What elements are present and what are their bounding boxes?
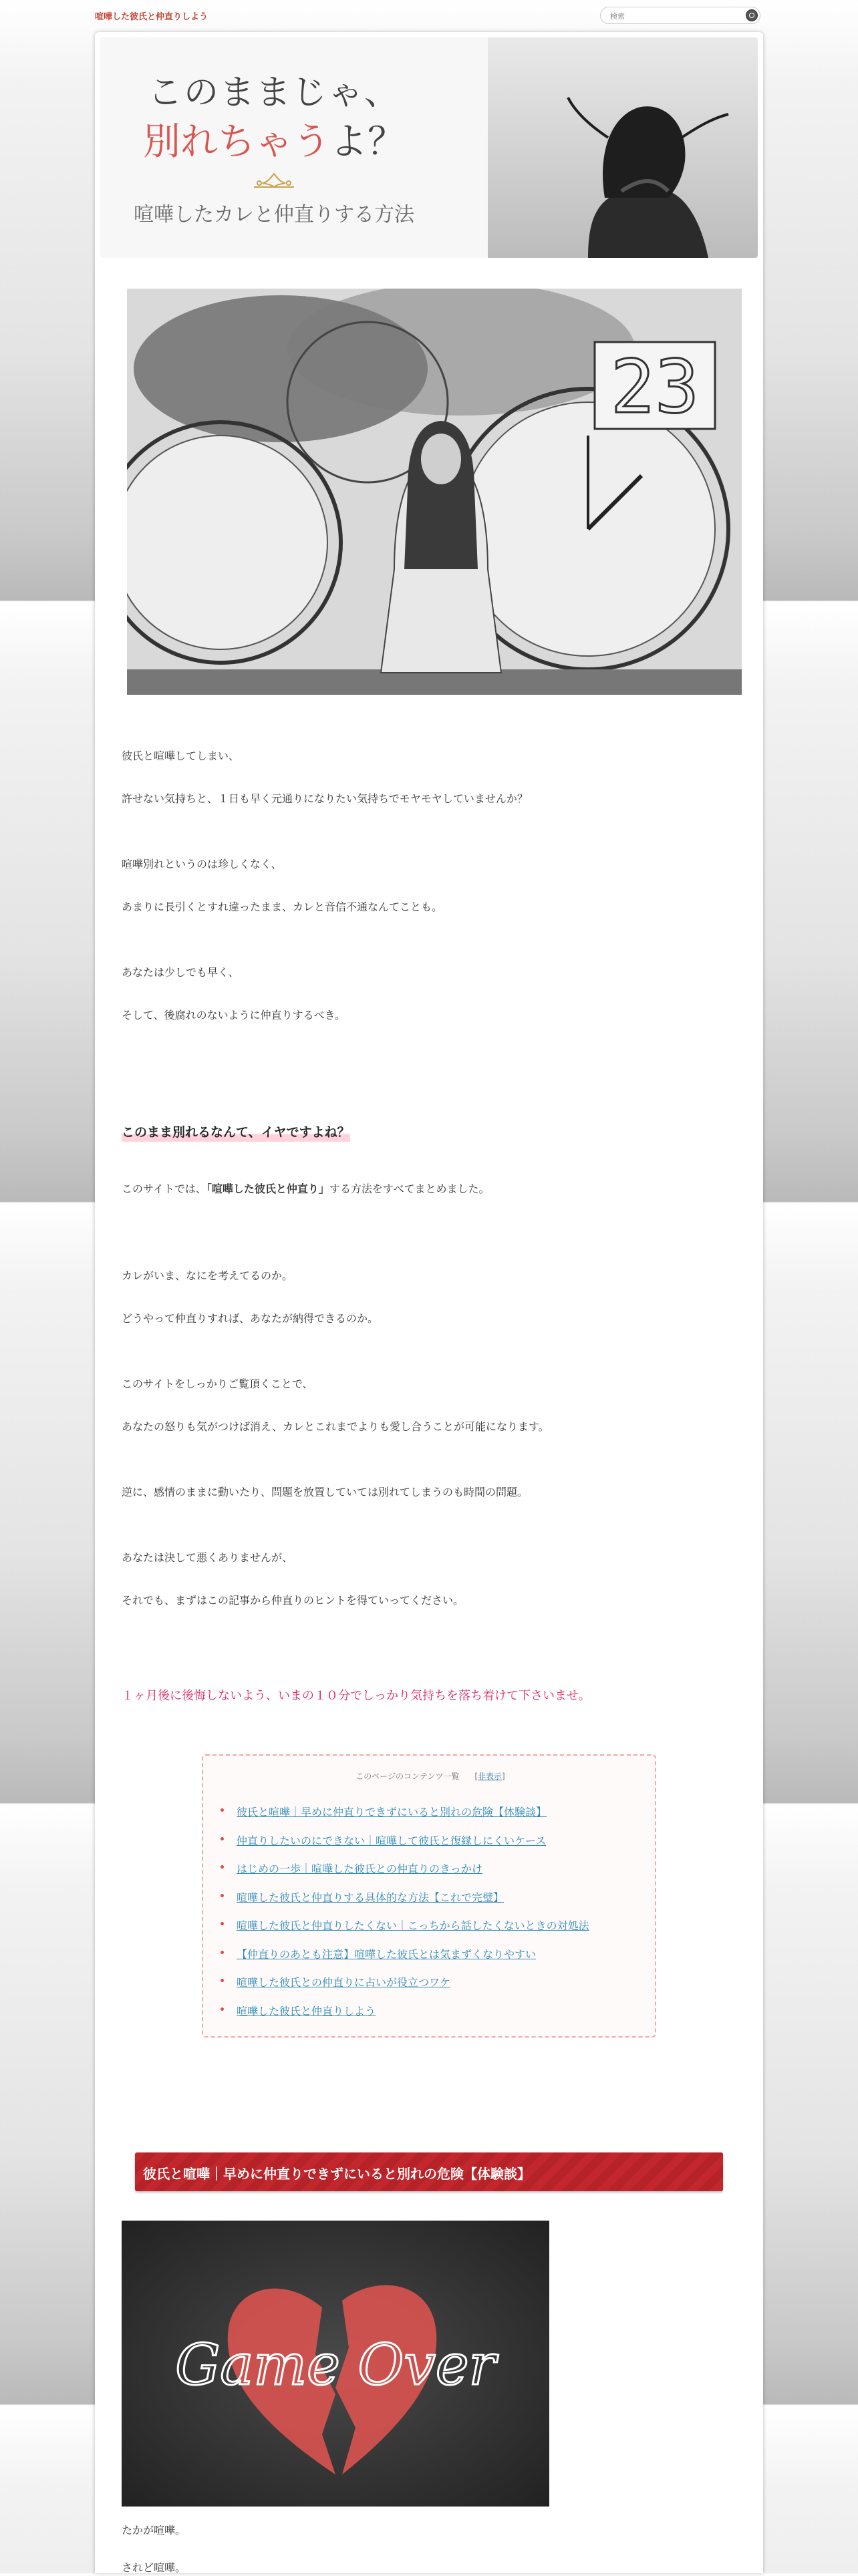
intro-text-5: あなたは少しでも早く、 [122, 966, 239, 979]
table-of-contents [202, 1754, 656, 2038]
toc-title-row [203, 1770, 658, 1782]
toc-title: このページのコンテンツ一覧 [355, 1772, 460, 1781]
search-input[interactable] [609, 10, 738, 22]
intro-text-6: そして、後腐れのないように仲直りするべき。 [122, 1009, 346, 1021]
toc-toggle-button[interactable]: 非表示 [478, 1772, 503, 1781]
intro-text-14: それでも、まずはこの記事から仲直りのヒントを得ていってください。 [122, 1594, 464, 1607]
toc-item [221, 1804, 589, 1832]
intro-text-7-post: する方法をすべてまとめました。 [329, 1182, 490, 1195]
toc-link-7[interactable]: 喧嘩した彼氏との仲直りに占いが役立つワケ [237, 1976, 451, 1989]
banner-title-red: 別れちゃう [143, 120, 330, 164]
banner-title-rest: よ？ [330, 120, 405, 164]
banner-woman-photo [488, 37, 758, 258]
question-heading: このまま別れるなんて、イヤですよね？ [122, 1122, 350, 1142]
banner-title-line1: このままじゃ、 [147, 73, 400, 113]
intro-text-1: 彼氏と喧嘩してしまい、 [122, 750, 240, 762]
toc-item [221, 1832, 589, 1861]
banner-title-line2 [140, 112, 408, 166]
callout-pink-text: １ヶ月後に後悔しないよう、いまの１０分でしっかり気持ちを落ち着けて下さいませ。 [122, 1689, 591, 1703]
toc-item [221, 1917, 589, 1946]
game-over-text: Game Over [175, 2332, 496, 2398]
toc-link-2[interactable]: 仲直りしたいのにできない｜喧嘩して彼氏と復縁しにくいケース [237, 1834, 547, 1847]
header-banner[interactable] [100, 37, 758, 258]
clock-digits: 23 [610, 344, 700, 430]
ornament-icon [253, 171, 295, 191]
body-text-2: されど喧嘩。 [122, 2561, 186, 2574]
intro-text-13: あなたは決して悪くありませんが、 [122, 1551, 293, 1564]
intro-text-8: カレがいま、なにを考えてるのか。 [122, 1269, 293, 1282]
toc-item [221, 1974, 589, 2003]
toc-item [221, 1889, 589, 1918]
search-icon[interactable] [746, 9, 758, 21]
intro-text-2: 許せない気持ちと、１日も早く元通りになりたい気持ちでモヤモヤしていませんか？ [122, 792, 528, 805]
toc-link-4[interactable]: 喧嘩した彼氏と仲直りする具体的な方法【これで完璧】 [237, 1891, 505, 1904]
toc-toggle-close: ] [502, 1772, 505, 1781]
intro-text-3: 喧嘩別れというのは珍しくなく、 [122, 858, 282, 870]
toc-link-3[interactable]: はじめの一歩｜喧嘩した彼氏との仲直りのきっかけ [237, 1863, 483, 1875]
toc-item [221, 1861, 589, 1889]
game-over-heart-image [122, 2221, 549, 2507]
toc-item [221, 2003, 589, 2032]
top-bar [0, 0, 858, 32]
site-title-link[interactable]: 喧嘩した彼氏と仲直りしよう [95, 12, 208, 22]
hero-clock-girl-image [127, 289, 742, 695]
intro-text-7-pre: このサイトでは、 [122, 1182, 206, 1195]
search-form [600, 7, 760, 24]
intro-text-7 [122, 1181, 736, 1197]
toc-link-8[interactable]: 喧嘩した彼氏と仲直りしよう [237, 2004, 376, 2018]
toc-toggle-open: [ [474, 1772, 478, 1781]
section-heading-text: 彼氏と喧嘩｜早めに仲直りできずにいると別れの危険【体験談】 [143, 2166, 531, 2182]
section-heading [135, 2152, 723, 2191]
toc-link-1[interactable]: 彼氏と喧嘩｜早めに仲直りできずにいると別れの危険【体験談】 [237, 1806, 547, 1818]
intro-text-11: あなたの怒りも気がつけば消え、カレとこれまでよりも愛し合うことが可能になります。 [122, 1420, 549, 1433]
intro-text-12: 逆に、感情のままに動いたり、問題を放置していては別れてしまうのも時間の問題。 [122, 1486, 529, 1498]
banner-subtitle: 喧嘩したカレと仲直りする方法 [134, 203, 414, 226]
intro-text-4: あまりに長引くとすれ違ったまま、カレと音信不通なんてことも。 [122, 901, 443, 913]
main-container [95, 32, 763, 2573]
intro-text-7-bold: 「喧嘩した彼氏と仲直り」 [206, 1182, 329, 1195]
toc-list [221, 1804, 589, 2031]
intro-text-9: どうやって仲直りすれば、あなたが納得できるのか。 [122, 1312, 379, 1325]
body-text-1: たかが喧嘩。 [122, 2524, 186, 2537]
toc-item [221, 1946, 589, 1975]
toc-link-6[interactable]: 【仲直りのあとも注意】喧嘩した彼氏とは気まずくなりやすい [237, 1947, 537, 1961]
toc-link-5[interactable]: 喧嘩した彼氏と仲直りしたくない｜こっちから話したくないときの対処法 [237, 1919, 589, 1932]
intro-text-10: このサイトをしっかりご覧頂くことで、 [122, 1378, 313, 1390]
